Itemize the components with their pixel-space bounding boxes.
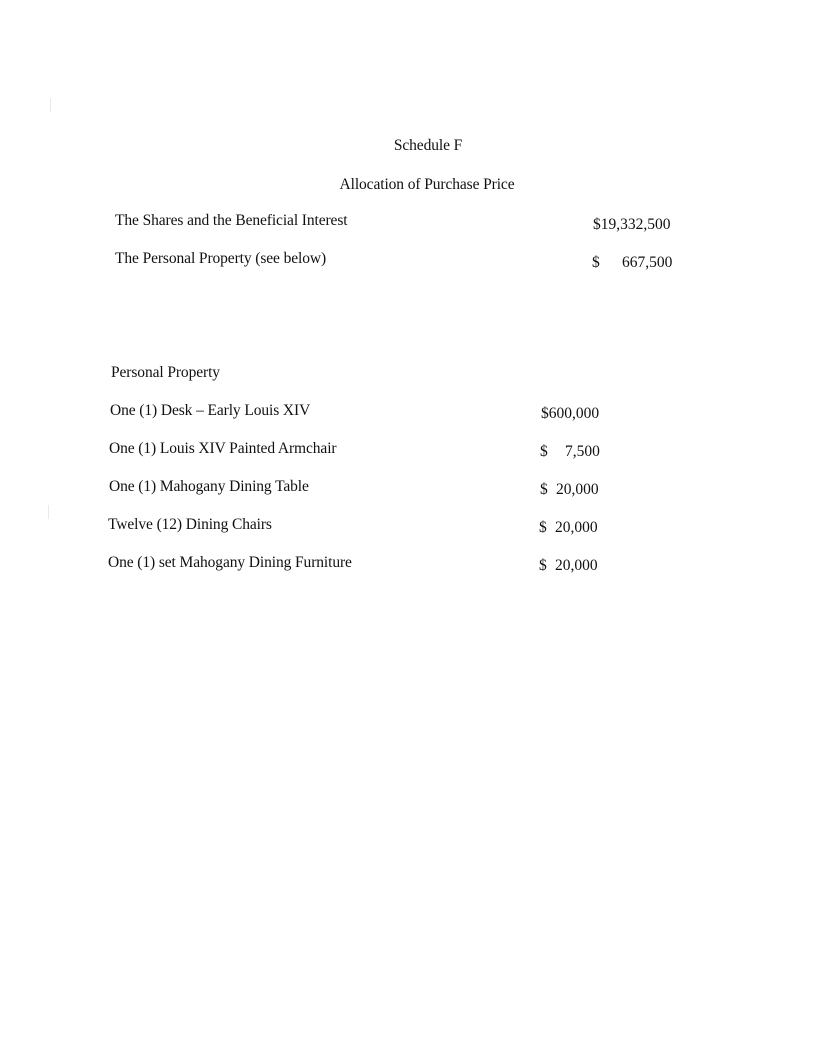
allocation-label: The Personal Property (see below) [115,250,327,267]
amount-value: $600,000 [541,405,600,422]
schedule-title: Schedule F [393,137,463,154]
schedule-subtitle: Allocation of Purchase Price [339,176,515,193]
property-item-label: One (1) set Mahogany Dining Furniture [108,554,352,571]
currency-symbol: $ [540,481,548,498]
property-item-amount [539,519,598,537]
property-item-label: One (1) Louis XIV Painted Armchair [109,440,337,457]
amount-value: 20,000 [556,481,599,498]
section-heading: Personal Property [111,364,220,381]
amount-value: 20,000 [555,557,598,574]
property-item-label: One (1) Mahogany Dining Table [109,478,309,495]
currency-symbol: $ [540,443,548,460]
amount-value: 7,500 [565,443,600,460]
property-item-label: One (1) Desk – Early Louis XIV [110,402,311,419]
allocation-amount [592,254,672,272]
scan-artifact [48,505,49,519]
allocation-amount [593,216,671,234]
amount-value: $19,332,500 [593,216,671,233]
scan-artifact [50,98,51,112]
property-item-amount [540,443,600,461]
amount-value: 667,500 [622,254,673,271]
property-item-label: Twelve (12) Dining Chairs [108,516,272,533]
amount-value: 20,000 [555,519,598,536]
currency-symbol: $ [539,519,547,536]
property-item-amount [541,405,599,423]
property-item-amount [539,557,598,575]
currency-symbol: $ [592,254,600,271]
currency-symbol: $ [539,557,547,574]
allocation-label: The Shares and the Beneficial Interest [115,212,348,229]
property-item-amount [540,481,599,499]
